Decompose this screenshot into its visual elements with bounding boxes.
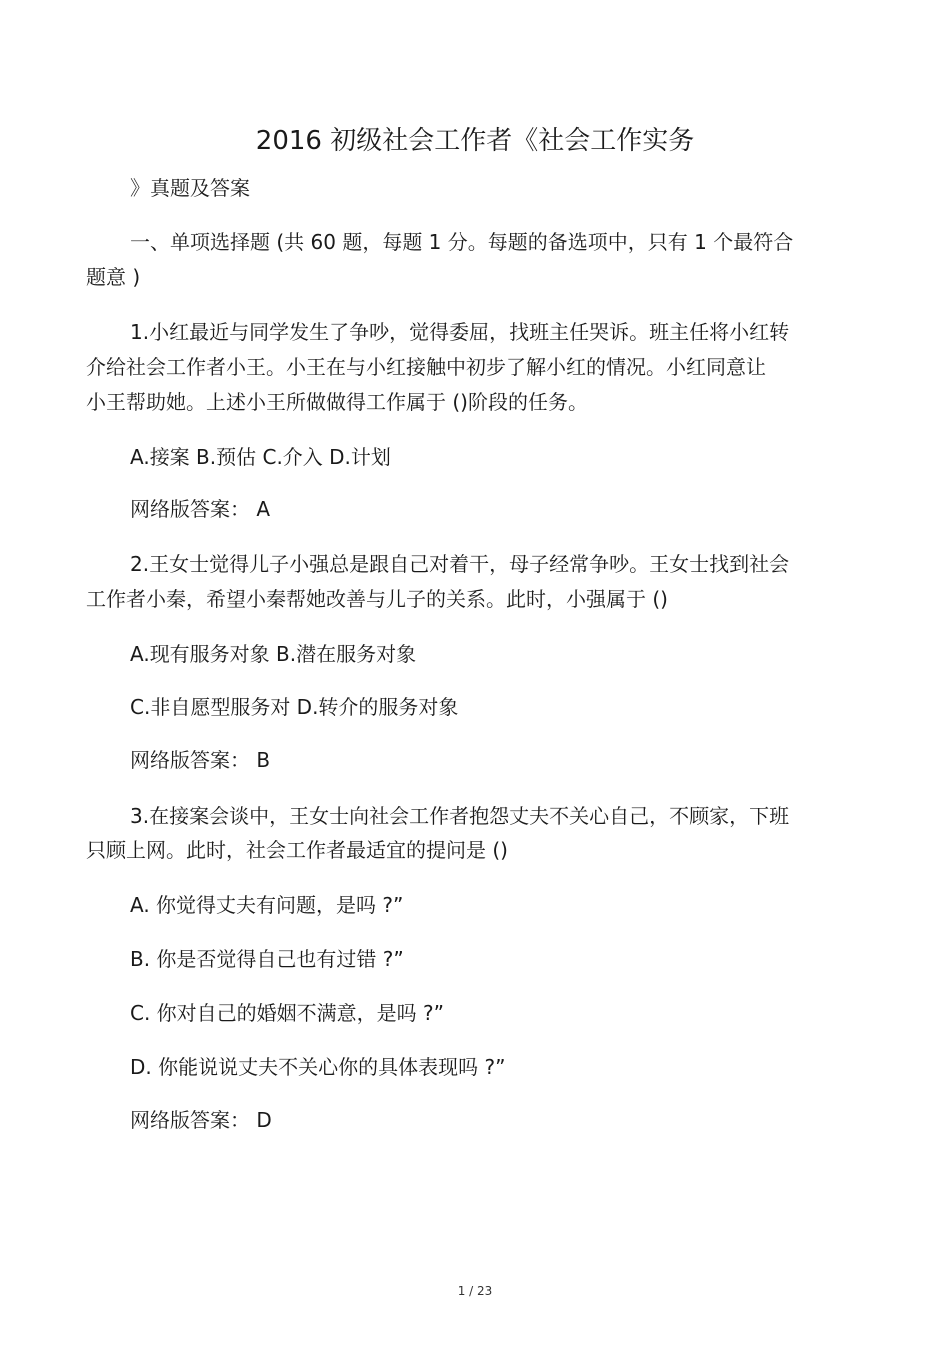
question-answer: 网络版答案： A [130, 497, 271, 521]
question-options: C.非自愿型服务对 D.转介的服务对象 [130, 695, 459, 719]
question-options: A.现有服务对象 B.潜在服务对象 [130, 642, 417, 666]
question-option: D. 你能说说丈夫不关心你的具体表现吗 ?” [130, 1055, 506, 1079]
question-stem-line: 3.在接案会谈中，王女士向社会工作者抱怨丈夫不关心自己，不顾家，下班 [130, 804, 790, 828]
document-subtitle: 》真题及答案 [130, 176, 250, 200]
question-options: A.接案 B.预估 C.介入 D.计划 [130, 445, 391, 469]
question-stem-line: 工作者小秦，希望小秦帮她改善与儿子的关系。此时，小强属于 () [86, 587, 668, 611]
question-stem-line: 只顾上网。此时，社会工作者最适宜的提问是 () [86, 838, 508, 862]
section-heading-line: 题意 ) [86, 265, 141, 289]
document-title: 2016 初级社会工作者《社会工作实务 [255, 126, 695, 156]
question-option: A. 你觉得丈夫有问题，是吗 ?” [130, 893, 404, 917]
question-stem-line: 1.小红最近与同学发生了争吵，觉得委屈，找班主任哭诉。班主任将小红转 [130, 320, 790, 344]
page-indicator: 1 / 23 [457, 1284, 493, 1298]
question-answer: 网络版答案： B [130, 748, 271, 772]
question-option: B. 你是否觉得自己也有过错 ?” [130, 947, 404, 971]
question-stem-line: 介给社会工作者小王。小王在与小红接触中初步了解小红的情况。小红同意让 [86, 355, 766, 379]
question-stem-line: 2.王女士觉得儿子小强总是跟自己对着干，母子经常争吵。王女士找到社会 [130, 552, 790, 576]
question-answer: 网络版答案： D [130, 1108, 272, 1132]
question-option: C. 你对自己的婚姻不满意，是吗 ?” [130, 1001, 445, 1025]
question-stem-line: 小王帮助她。上述小王所做做得工作属于 ()阶段的任务。 [86, 390, 588, 414]
section-heading-line: 一、单项选择题 (共 60 题，每题 1 分。每题的备选项中，只有 1 个最符合 [130, 230, 794, 254]
